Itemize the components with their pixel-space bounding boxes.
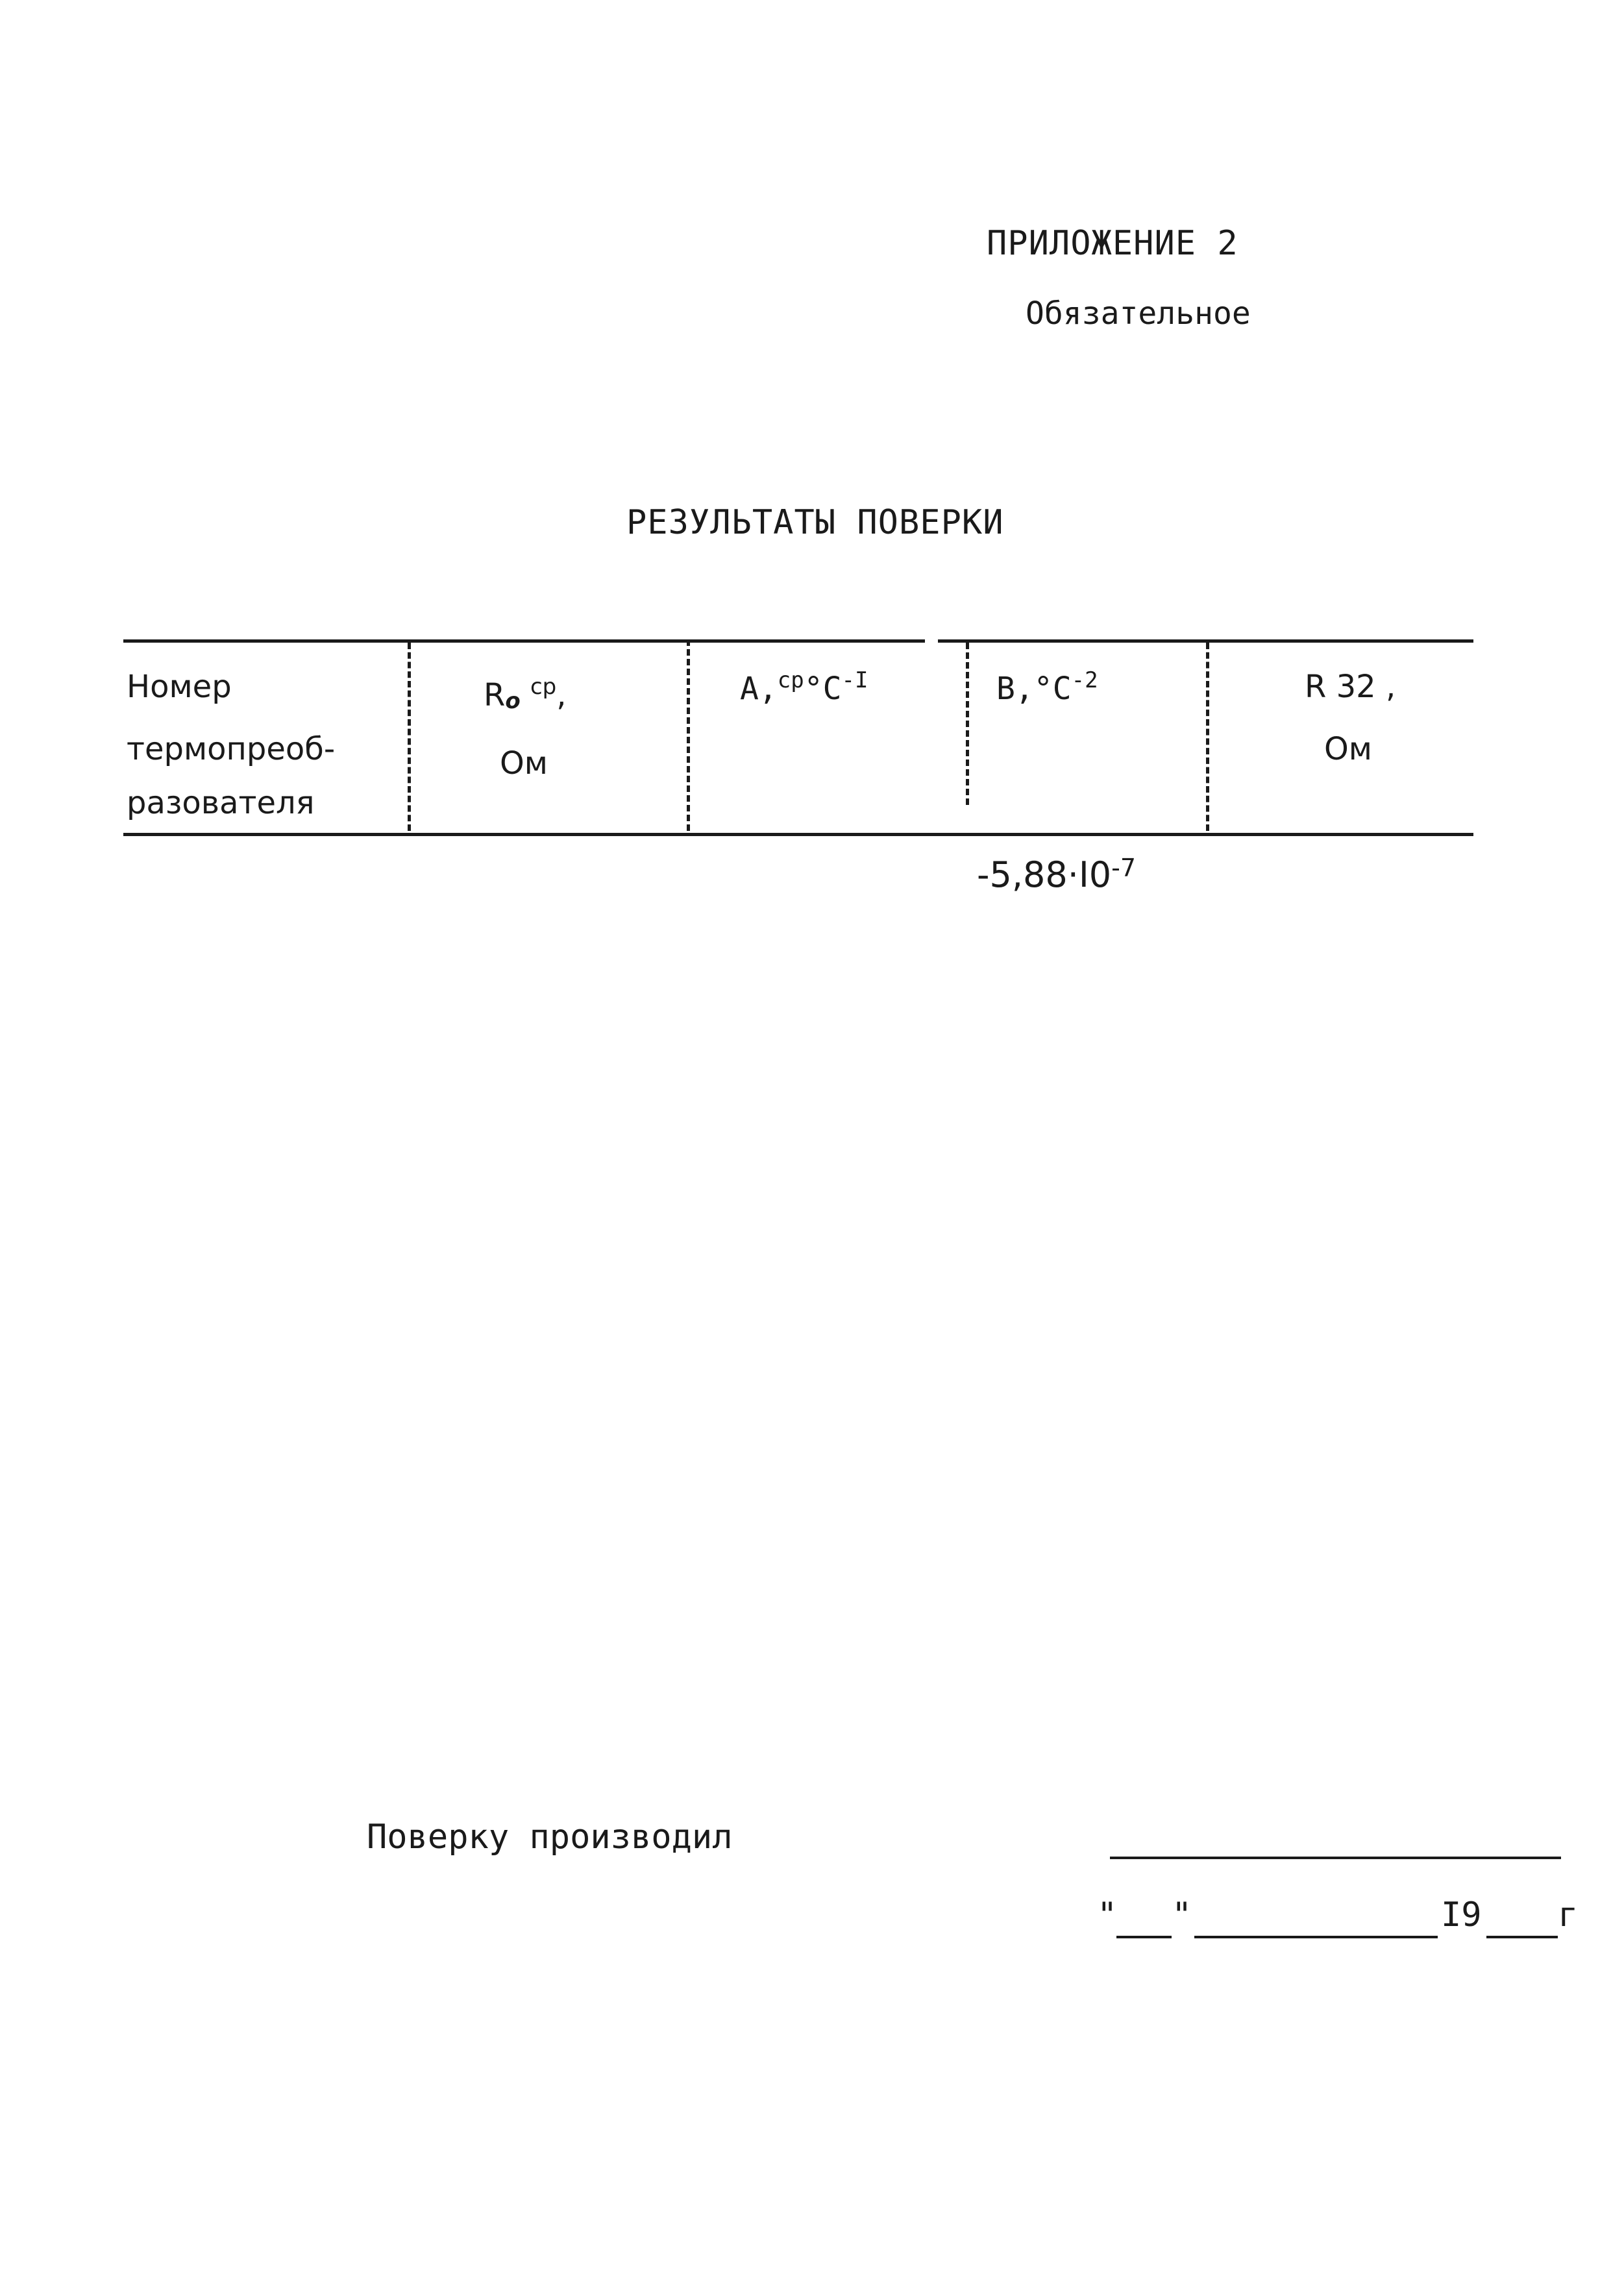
performed-by-label: Поверку производил bbox=[367, 1818, 733, 1857]
r0-superscript: ср bbox=[530, 674, 557, 700]
r0-symbol: R bbox=[484, 677, 506, 713]
header-cell-r32 bbox=[1305, 656, 1396, 780]
r32-unit: Ом bbox=[1324, 731, 1372, 767]
date-year-line bbox=[1486, 1936, 1558, 1938]
header-number-line1: Номер bbox=[127, 669, 232, 705]
header-cell-b bbox=[996, 649, 1098, 720]
table-top-rule bbox=[123, 639, 925, 643]
appendix-status: Обязательное bbox=[1026, 295, 1251, 332]
header-number-line3: разователя bbox=[127, 785, 315, 821]
b-exponent: -2 bbox=[1071, 667, 1098, 693]
header-cell-r0 bbox=[484, 656, 567, 795]
header-cell-a bbox=[740, 649, 868, 720]
a-degree-unit: °С bbox=[804, 671, 842, 707]
header-cell-number bbox=[127, 656, 335, 826]
date-quote-close: " bbox=[1172, 1896, 1192, 1934]
a-exponent: -I bbox=[841, 667, 868, 693]
b-symbol: В, bbox=[996, 671, 1034, 707]
year-prefix: I9 bbox=[1441, 1896, 1482, 1934]
signature-line bbox=[1110, 1857, 1561, 1859]
b-coefficient-value bbox=[977, 854, 1136, 895]
date-day-line bbox=[1116, 1936, 1172, 1938]
date-quote-open: " bbox=[1097, 1896, 1118, 1934]
column-separator bbox=[408, 643, 411, 831]
r0-comma: , bbox=[556, 677, 567, 713]
b-degree-unit: °С bbox=[1033, 671, 1072, 707]
page-title: РЕЗУЛЬТАТЫ ПОВЕРКИ bbox=[626, 503, 1004, 542]
year-suffix: г bbox=[1558, 1896, 1579, 1934]
a-symbol: А, bbox=[740, 671, 778, 707]
b-value-base: -5,88·I0 bbox=[977, 854, 1112, 895]
r0-unit: Ом bbox=[500, 745, 548, 782]
r0-subscript: о bbox=[505, 688, 521, 714]
appendix-label: ПРИЛОЖЕНИЕ 2 bbox=[987, 224, 1238, 263]
column-separator bbox=[1206, 643, 1209, 831]
header-number-line2: термопреоб- bbox=[127, 731, 336, 767]
column-separator bbox=[687, 639, 690, 831]
date-month-line bbox=[1194, 1936, 1438, 1938]
b-value-exponent: -7 bbox=[1111, 854, 1137, 882]
r32-symbol: R 32 , bbox=[1305, 669, 1396, 705]
a-superscript-cp: ср bbox=[777, 667, 804, 693]
column-separator bbox=[966, 643, 969, 805]
table-header-bottom-rule bbox=[123, 833, 1473, 836]
